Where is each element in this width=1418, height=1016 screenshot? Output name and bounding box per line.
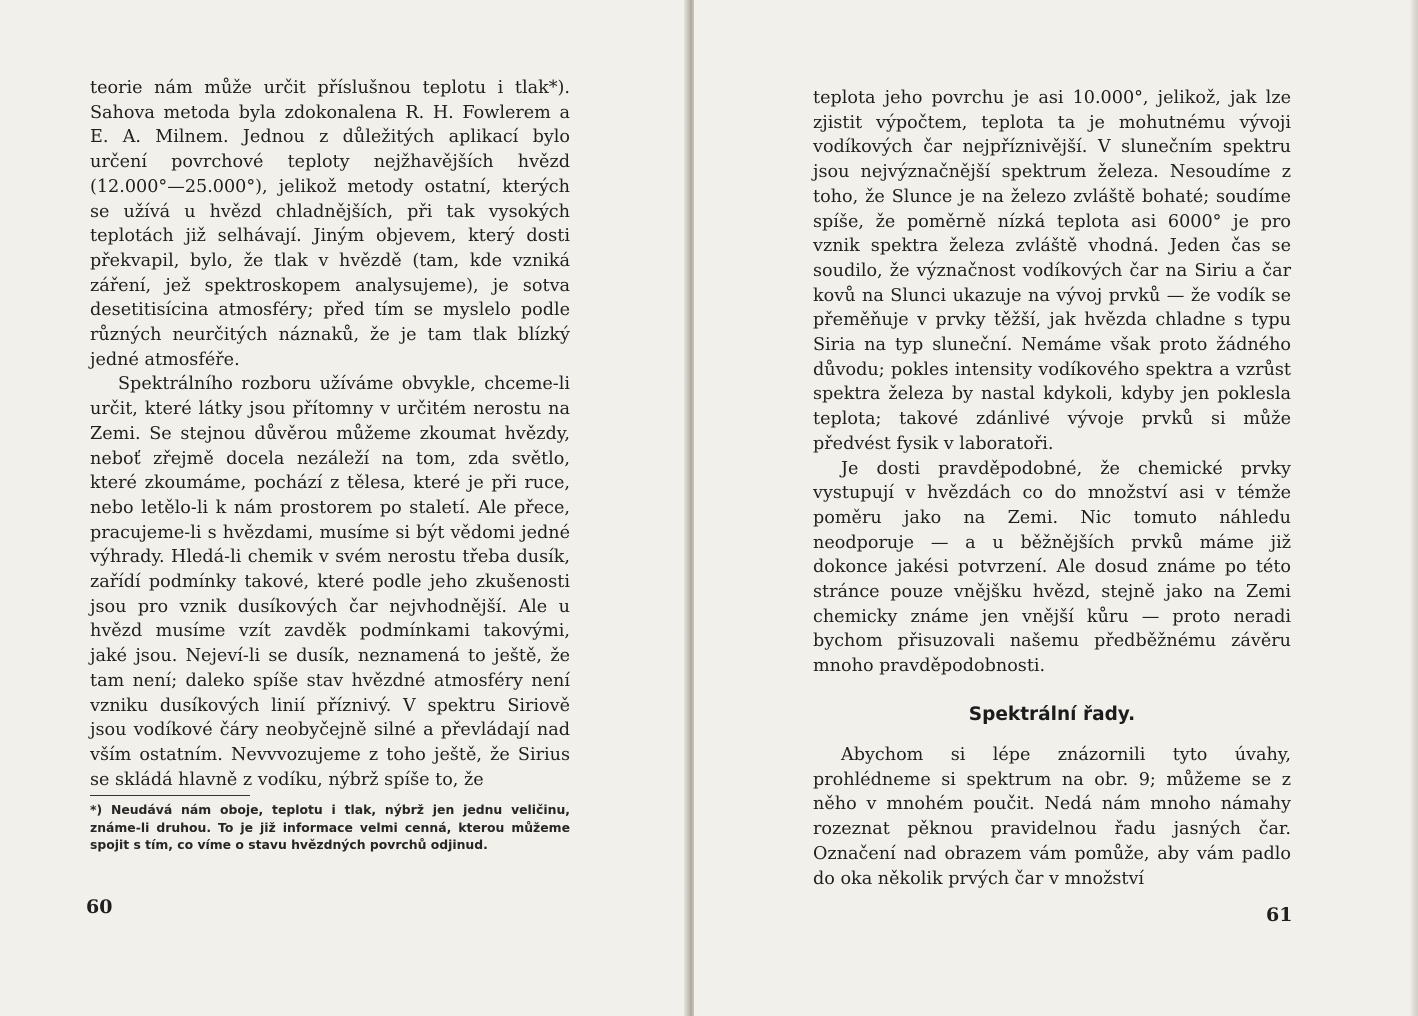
page-number: 61 <box>1266 904 1293 926</box>
left-page-body <box>90 76 570 792</box>
right-page-body <box>813 86 1291 679</box>
section-heading: Spektrální řady. <box>968 704 1136 725</box>
page-edge <box>1410 0 1418 1016</box>
left-page <box>0 0 688 1016</box>
page-number: 60 <box>86 896 113 918</box>
paragraph: Spektrálního rozboru užíváme obvykle, chceme-li určit, které látky jsou přítomny v určitém nerostu na Zemi. Se stejnou důvěrou můžeme zkoumat hvězdy, neboť zřejmě docela nezáleží na tom, zda světlo, které zkoumáme, pochází z tělesa, které je při ruce, nebo letělo-li k nám prostorem po staletí. Ale přece, pracujeme-li s hvězdami, musíme si být vědomi jedné výhrady. Hledá-li chemik v svém nerostu třeba dusík, zařídí podmínky takové, které podle jeho zkušenosti jsou pro vznik dusíkových čar nejvhodnější. Ale u hvězd musíme vzít zavděk podmínkami takovými, jaké jsou. Nejeví-li se dusík, neznamená to ještě, že tam není; daleko spíše stav hvězdné atmosféry není vzniku dusíkových linií příznivý. V spektru Siriově jsou vodíkové čáry neobyčejně silné a převládají nad vším ostatním. Nevvvozujeme z toho ještě, že Sirius se skládá hlavně z vodíku, nýbrž spíše to, že <box>90 374 570 790</box>
paragraph: Abychom si lépe znázornili tyto úvahy, prohlédneme si spektrum na obr. 9; můžeme se z něho v mnohém poučit. Nedá nám mnoho námahy rozeznat pěknou pravidelnou řadu jasných čar. Označení nad obrazem vám pomůže, aby vám padlo do oka několik prvých čar v množství <box>813 745 1291 889</box>
footnote-divider <box>90 795 250 796</box>
footnote: *) Neudává nám oboje, teplotu i tlak, nýbrž jen jednu veličinu, známe-li druhou. To je již informace velmi cenná, kterou můžeme spojit s tím, co víme o stavu hvězdných povrchů odjinud. <box>90 802 570 853</box>
paragraph: teplota jeho povrchu je asi 10.000°, jelikož, jak lze zjistit výpočtem, teplota ta je mohutnému vývoji vodíkových čar nejpříznivější. V slunečním spektru jsou nejvýznačnější spektrum železa. Nesoudíme z toho, že Slunce je na železo zvláště bohaté; soudíme spíše, že poměrně nízká teplota asi 6000° je pro vznik spektra železa zvláště vhodná. Jeden čas se soudilo, že význačnost vodíkových čar na Siriu a čar kovů na Slunci ukazuje na vývoj prvků — že vodík se přeměňuje v prvky těžší, jak hvězda chladne s typu Siria na typ sluneční. Nemáme však proto žádného důvodu; pokles intensity vodíkového spektra a vzrůst spektra železa by nastal kdykoli, kdyby jen poklesla teplota; takové zdánlivé vývoje prvků si může předvést fysik v laboratoři. <box>813 88 1291 454</box>
right-page-section-body <box>813 743 1291 891</box>
paragraph: Je dosti pravděpodobné, že chemické prvky vystupují v hvězdách co do množství asi v témže poměru jako na Zemi. Nic tomuto náhledu neodporuje — a u běžnějších prvků máme již dokonce jakési potvrzení. Ale dosud známe po této stránce pouze vnějšku hvězd, stejně jako na Zemi chemicky známe jen vnější kůru — proto neradi bychom přisuzovali našemu předběžnému závěru mnoho pravděpodobnosti. <box>813 458 1291 677</box>
paragraph: teorie nám může určit příslušnou teplotu i tlak*). Sahova metoda byla zdokonalena R. H. Fowlerem a E. A. Milnem. Jednou z důležitých aplikací bylo určení povrchové teploty nejžhavějších hvězd (12.000°—25.000°), jelikož metody ostatní, kterých se užívá u hvězd chladnějších, při tak vysokých teplotách již selhávají. Jiným objevem, který dosti překvapil, bylo, že tlak v hvězdě (tam, kde vzniká záření, jež spektroskopem analysujeme), je sotva desetitisícina atmosféry; před tím se myslelo podle různých neurčitých náznaků, že je tam tlak blízký jedné atmosféře. <box>90 78 570 370</box>
